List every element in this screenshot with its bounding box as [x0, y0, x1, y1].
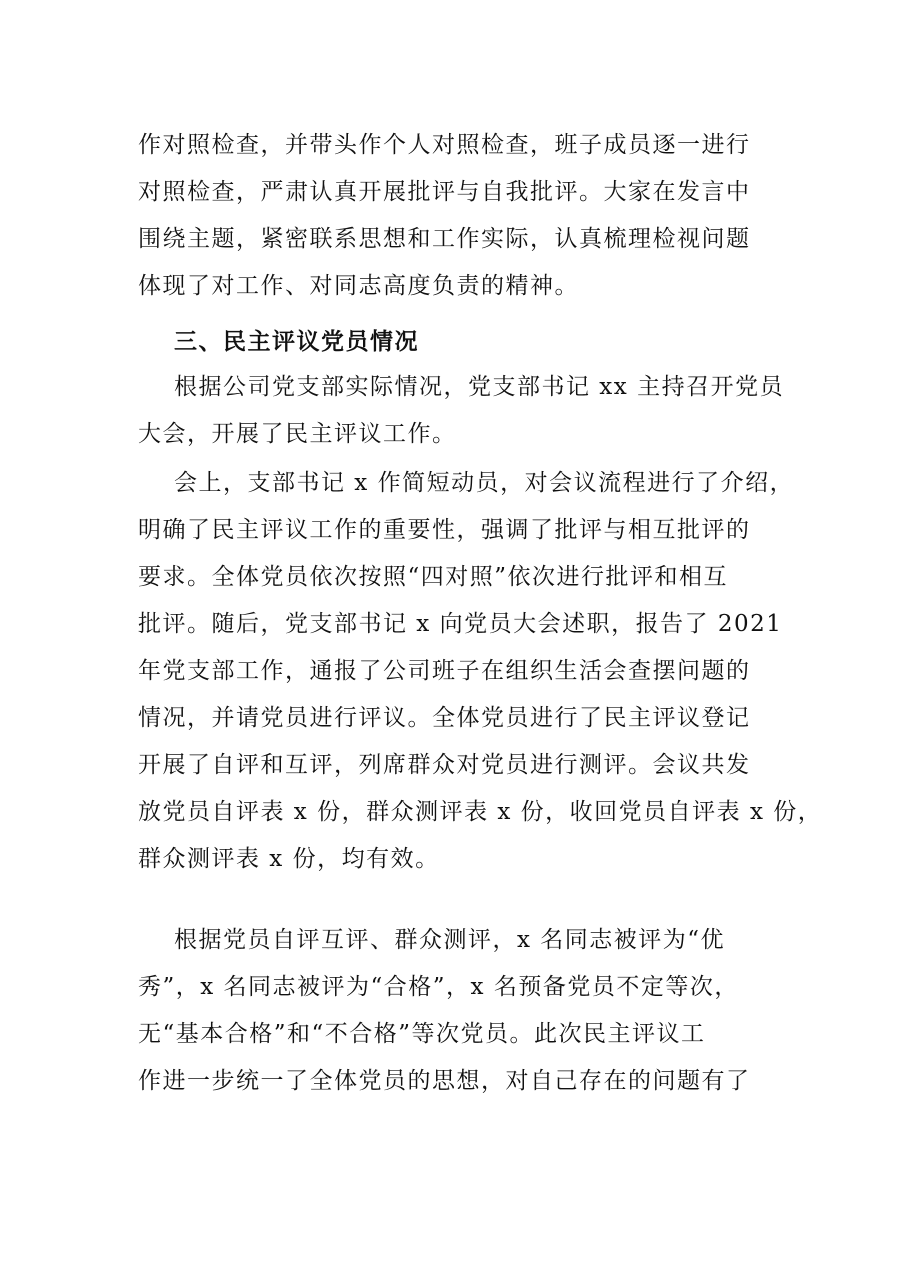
paragraph-line: 对照检查，严肃认真开展批评与自我批评。大家在发言中: [138, 179, 751, 205]
paragraph-line: 情况，并请党员进行评议。全体党员进行了民主评议登记: [138, 705, 751, 731]
section-heading: 三、民主评议党员情况: [174, 329, 419, 355]
paragraph-line: 年党支部工作，通报了公司班子在组织生活会查摆问题的: [138, 658, 751, 684]
paragraph-3: [138, 460, 823, 883]
paragraph-line: 秀”，x 名同志被评为“合格”，x 名预备党员不定等次，: [138, 974, 739, 1000]
paragraph-line: 无“基本合格”和“不合格”等次党员。此次民主评议工: [138, 1021, 706, 1047]
paragraph-line: 体现了对工作、对同志高度负责的精神。: [138, 273, 579, 299]
paragraph-line: 要求。全体党员依次按照“四对照”依次进行批评和相互: [138, 564, 729, 590]
paragraph-line: 群众测评表 x 份，均有效。: [138, 846, 440, 872]
paragraph-line: 围绕主题，紧密联系思想和工作实际，认真梳理检视问题: [138, 226, 751, 252]
paragraph-2: [138, 364, 785, 458]
paragraph-1: [138, 122, 778, 310]
paragraph-line: 作进一步统一了全体党员的思想，对自己存在的问题有了: [138, 1068, 751, 1094]
paragraph-line: 会上，支部书记 x 作简短动员，对会议流程进行了介绍，: [174, 470, 795, 496]
paragraph-line: 作对照检查，并带头作个人对照检查，班子成员逐一进行: [138, 132, 751, 158]
paragraph-line: 明确了民主评议工作的重要性，强调了批评与相互批评的: [138, 517, 751, 543]
paragraph-line: 根据党员自评互评、群众测评，x 名同志被评为“优: [174, 927, 726, 953]
paragraph-line: 大会，开展了民主评议工作。: [138, 421, 457, 447]
paragraph-line: 批评。随后，党支部书记 x 向党员大会述职，报告了 2021: [138, 611, 783, 637]
paragraph-line: 根据公司党支部实际情况，党支部书记 xx 主持召开党员: [174, 374, 785, 400]
paragraph-line: 放党员自评表 x 份，群众测评表 x 份，收回党员自评表 x 份，: [138, 799, 823, 825]
paragraph-4: [138, 917, 778, 1105]
paragraph-line: 开展了自评和互评，列席群众对党员进行测评。会议共发: [138, 752, 751, 778]
